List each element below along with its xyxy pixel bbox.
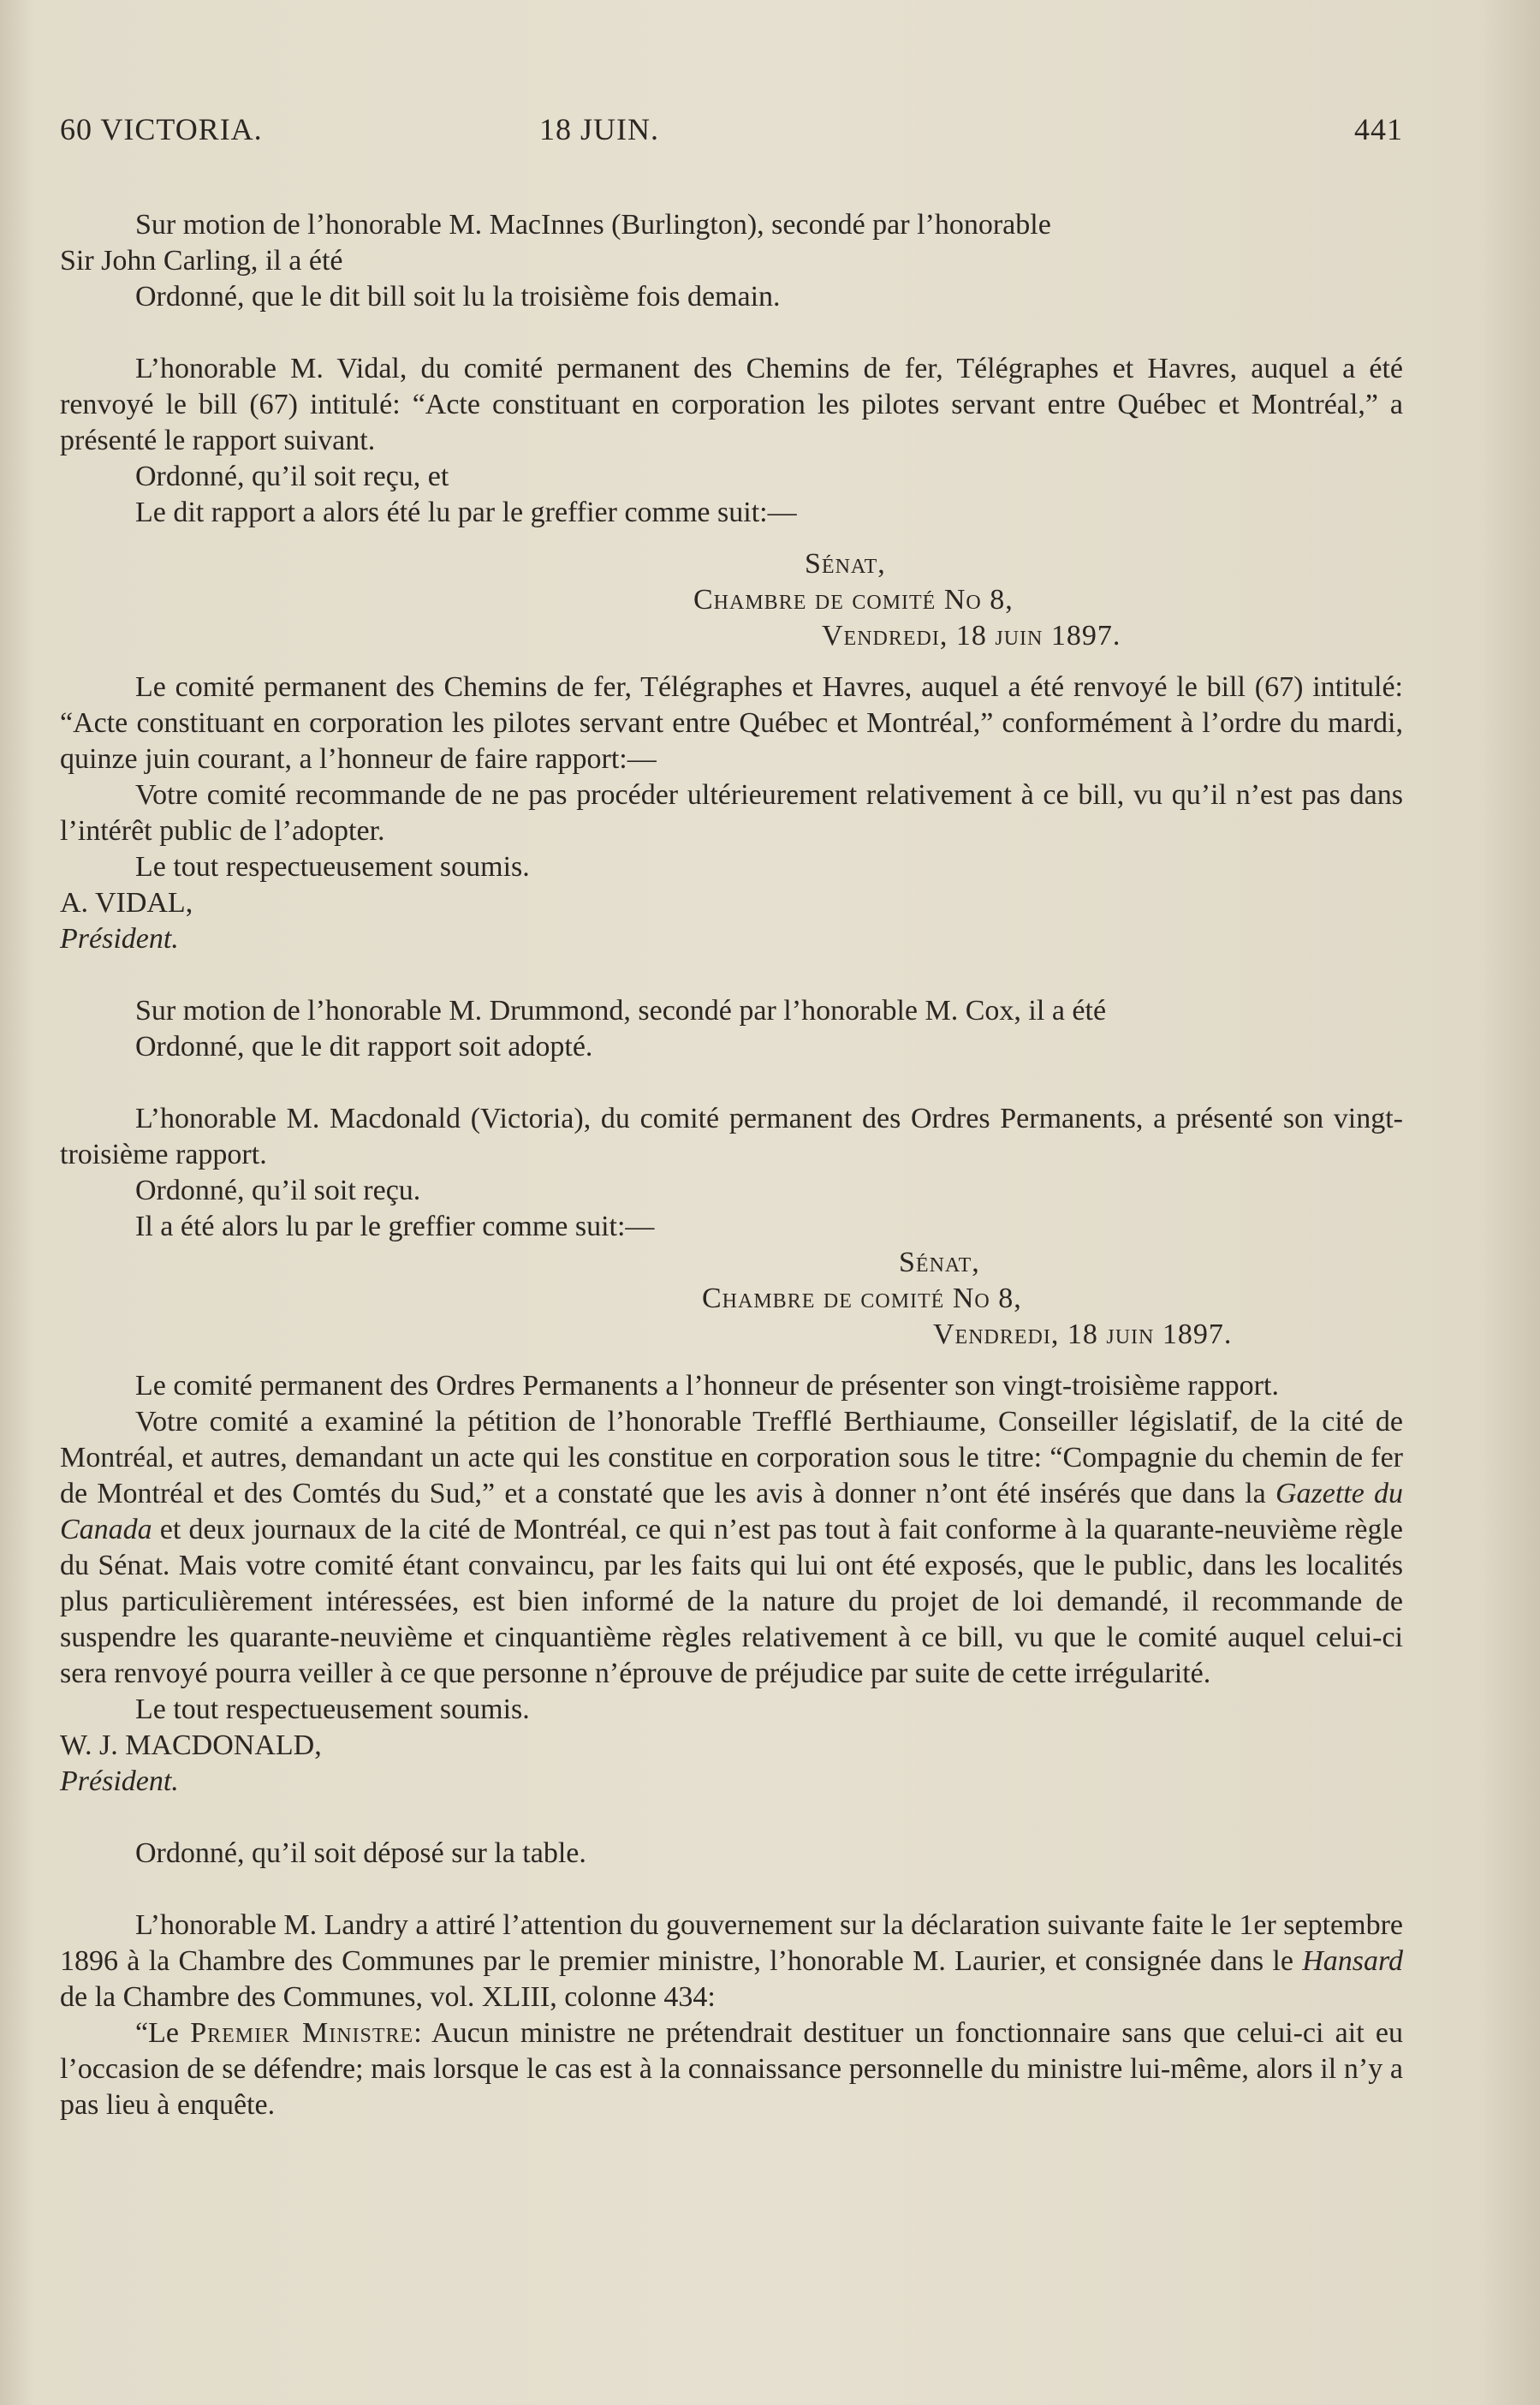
signature-title: Président.	[60, 923, 179, 955]
motion-line: Sir John Carling, il a été	[60, 245, 343, 277]
paragraph: Le comité permanent des Ordres Permanents a l’honneur de présenter son vingt-troisième rapport.	[135, 1370, 1279, 1402]
publication-title: Gazette du Canada	[60, 1478, 1404, 1545]
signature-title: Président.	[60, 1765, 179, 1797]
order-line: Ordonné, qu’il soit reçu, et	[135, 461, 449, 492]
header-session: 60 VICTORIA.	[60, 112, 263, 146]
publication-title: Hansard	[1302, 1945, 1403, 1977]
committee-room: Chambre de comité No 8,	[702, 1283, 1022, 1314]
page-number: 441	[1354, 112, 1403, 146]
motion-line: Sur motion de l’honorable M. MacInnes (Burlington), secondé par l’honorable	[135, 209, 1051, 241]
paragraph: L’honorable M. Landry a attiré l’attention du gouvernement sur la déclaration suivante faite le 1er septembre 1896 à la Chambre des Communes par le premier ministre, l’honorable M. Laurier, et consignée dans le Hansard de la Chambre des Communes, vol. XLIII, colonne 434:	[60, 1909, 1403, 2013]
motion-line: Sur motion de l’honorable M. Drummond, secondé par l’honorable M. Cox, il a été	[135, 995, 1107, 1027]
closing-line: Le tout respectueusement soumis.	[135, 1694, 530, 1725]
quotation: “Le Premier Ministre: Aucun ministre ne prétendrait destituer un fonctionnaire sans que celui-ci ait eu l’occasion de se défendre; mais lorsque le cas est à la connaissance personnelle du ministre lui-même, alors il n’y a pas lieu à enquête.	[60, 2017, 1403, 2121]
committee-room: Chambre de comité No 8,	[693, 584, 1014, 616]
order-line: Ordonné, qu’il soit reçu.	[135, 1175, 421, 1206]
signature-name: W. J. MACDONALD,	[60, 1729, 322, 1761]
closing-line: Le tout respectueusement soumis.	[135, 851, 530, 883]
order-line: Ordonné, qu’il soit déposé sur la table.	[135, 1837, 586, 1869]
senat-heading: Sénat,	[805, 548, 886, 580]
paragraph: Le comité permanent des Chemins de fer, Télégraphes et Havres, auquel a été renvoyé le bill (67) intitulé: “Acte constituant en corporation les pilotes servant entre Québec et Montréal,” conformément à l’ordre du mardi, quinze juin courant, a l’honneur de faire rapport:—	[60, 671, 1403, 775]
order-line: Le dit rapport a alors été lu par le greffier comme suit:—	[135, 497, 797, 528]
signature-name: A. VIDAL,	[60, 887, 193, 919]
paragraph: Votre comité recommande de ne pas procéder ultérieurement relativement à ce bill, vu qu’il n’est pas dans l’intérêt public de l’adopter.	[60, 779, 1403, 847]
paragraph: L’honorable M. Vidal, du comité permanent des Chemins de fer, Télégraphes et Havres, auquel a été renvoyé le bill (67) intitulé: “Acte constituant en corporation les pilotes servant entre Québec et Montréal,” a présenté le rapport suivant.	[60, 353, 1403, 456]
report-heading	[702, 1245, 1403, 1353]
order-line: Ordonné, que le dit rapport soit adopté.	[135, 1031, 593, 1063]
report-heading	[693, 546, 1403, 654]
paragraph: Votre comité a examiné la pétition de l’honorable Trefflé Berthiaume, Conseiller législatif, de la cité de Montréal, et autres, demandant un acte qui les constitue en corporation sous le titre: “Compagnie du chemin de fer de Montréal et des Comtés du Sud,” et a constaté que les avis à donner n’ont été insérés que dans la Gazette du Canada et deux journaux de la cité de Montréal, ce qui n’est pas tout à fait conforme à la quarante-neuvième règle du Sénat. Mais votre comité étant convaincu, par les faits qui lui ont été exposés, que le public, dans les localités plus particulièrement intéressées, est bien informé de la nature du projet de loi demandé, il recommande de suspendre les quarante-neuvième et cinquantième règles relativement à ce bill, vu que le comité auquel celui-ci sera renvoyé pourra veiller à ce que personne n’éprouve de préjudice par suite de cette irrégularité.	[60, 1406, 1404, 1689]
order-line: Ordonné, que le dit bill soit lu la troisième fois demain.	[135, 281, 781, 313]
paragraph: L’honorable M. Macdonald (Victoria), du comité permanent des Ordres Permanents, a présenté son vingt-troisième rapport.	[60, 1103, 1403, 1170]
report-date: Vendredi, 18 juin 1897.	[933, 1319, 1233, 1350]
speaker-name: Premier Ministre	[190, 2017, 414, 2049]
senat-heading: Sénat,	[899, 1247, 980, 1278]
report-date: Vendredi, 18 juin 1897.	[822, 620, 1121, 652]
header-date: 18 JUIN.	[539, 112, 659, 146]
journal-body	[60, 207, 1403, 2123]
running-header	[60, 111, 1403, 147]
order-line: Il a été alors lu par le greffier comme suit:—	[135, 1211, 655, 1242]
